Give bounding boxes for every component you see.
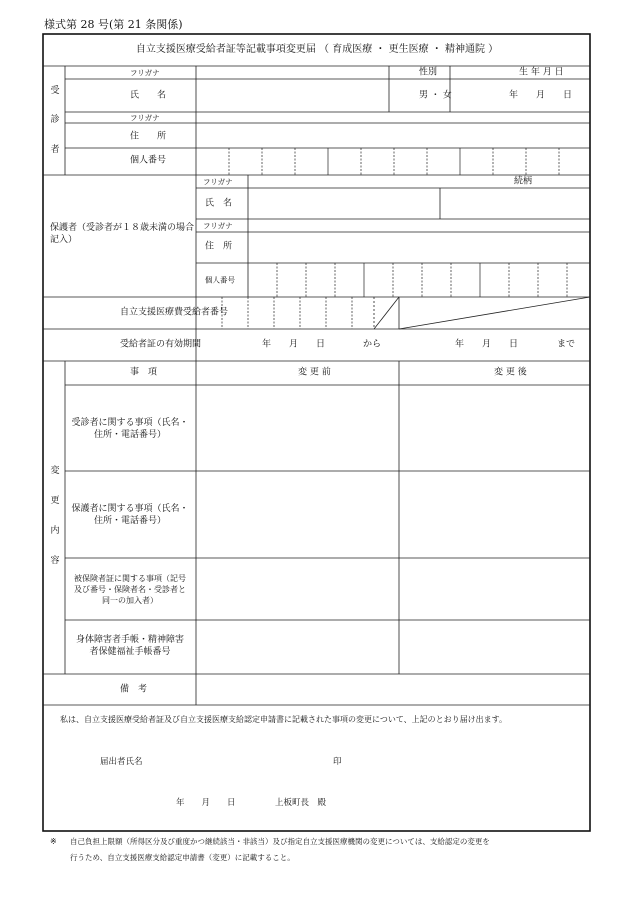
- recipient-slash: [399, 297, 590, 329]
- guardian-address-field[interactable]: [248, 233, 589, 263]
- validity-to-word: まで: [557, 339, 576, 350]
- guardian-furigana-field[interactable]: [248, 176, 440, 188]
- change-row-insurance-after[interactable]: [400, 559, 589, 620]
- patient-address-furigana-label: フリガナ: [130, 113, 160, 123]
- change-row-guardian-label: 保護者に関する事項（氏名・住所・電話番号）: [71, 503, 189, 526]
- remarks-label: 備 考: [120, 684, 148, 695]
- change-row-handbook-after[interactable]: [400, 621, 589, 674]
- changes-header-after: 変 更 後: [494, 367, 527, 378]
- change-row-insurance-label: 被保険者証に関する事項（記号及び番号・保険者名・受診者と同一の加入者）: [74, 573, 186, 605]
- patient-group-char-1: 受: [50, 86, 60, 96]
- changes-group-char-1: 変: [50, 466, 60, 476]
- guardian-address-furigana-label: フリガナ: [203, 221, 233, 231]
- changes-group-char-3: 内: [50, 526, 60, 536]
- change-row-guardian-after[interactable]: [400, 472, 589, 558]
- patient-sex-label: 性別: [419, 67, 438, 78]
- footnote-line-2: 行うため、自立支援医療支給認定申請書（変更）に記載すること。: [70, 853, 295, 862]
- patient-name-label: 氏 名: [130, 90, 167, 101]
- footnote-mark: ※: [50, 837, 57, 846]
- guardian-relation-label: 続柄: [514, 176, 533, 187]
- change-row-patient-after[interactable]: [400, 386, 589, 472]
- patient-address-field[interactable]: [196, 124, 589, 148]
- guardian-furigana-label: フリガナ: [203, 177, 233, 187]
- change-row-insurance-before[interactable]: [197, 559, 399, 620]
- footnote-line-1: 自己負担上限額（所得区分及び重度かつ継続該当・非該当）及び指定自立支援医療機関の変更については、支給認定の変更を: [70, 837, 490, 846]
- guardian-relation-field[interactable]: [441, 189, 589, 219]
- guardian-mynumber-field[interactable]: [248, 264, 589, 296]
- changes-header-before: 変 更 前: [298, 367, 331, 378]
- form-title: 自立支援医療受給者証等記載事項変更届 （ 育成医療 ・ 更生医療 ・ 精神通院 ）: [135, 44, 499, 55]
- applicant-name-field[interactable]: [150, 752, 330, 768]
- seal-mark: 印: [333, 757, 342, 767]
- patient-sex-options[interactable]: 男 ・ 女: [419, 90, 452, 101]
- guardian-mynumber-label: 個人番号: [205, 275, 235, 285]
- submission-date[interactable]: 年 月 日: [176, 798, 236, 808]
- change-row-guardian-before[interactable]: [197, 472, 399, 558]
- guardian-label: 保護者（受診者が１８歳未満の場合記入）: [50, 223, 195, 246]
- applicant-name-label: 届出者氏名: [100, 757, 143, 767]
- change-row-patient-label: 受診者に関する事項（氏名・住所・電話番号）: [71, 417, 189, 440]
- validity-to-date[interactable]: 年 月 日: [455, 339, 519, 350]
- patient-birth-date[interactable]: 年 月 日: [509, 90, 573, 101]
- patient-mynumber-field[interactable]: [196, 149, 589, 175]
- change-row-patient-before[interactable]: [197, 386, 399, 472]
- recipient-number-field[interactable]: [196, 297, 399, 329]
- form-number: 様式第 28 号(第 21 条関係): [44, 18, 183, 31]
- guardian-address-furigana-field[interactable]: [248, 220, 589, 232]
- patient-furigana-field[interactable]: [196, 67, 389, 79]
- recipient-number-label: 自立支援医療費受給者番号: [120, 307, 229, 318]
- validity-label: 受給者証の有効期間: [120, 339, 202, 350]
- patient-address-furigana-field[interactable]: [196, 113, 589, 123]
- changes-group-char-2: 更: [50, 496, 60, 506]
- validity-from-word: から: [363, 339, 382, 350]
- patient-name-field[interactable]: [196, 80, 389, 112]
- patient-group-char-3: 者: [50, 145, 60, 155]
- change-row-handbook-label: 身体障害者手帳・精神障害者保健福祉手帳番号: [75, 634, 184, 657]
- patient-furigana-label: フリガナ: [130, 68, 160, 78]
- patient-mynumber-label: 個人番号: [130, 155, 167, 166]
- remarks-field[interactable]: [197, 675, 589, 705]
- addressee: 上板町長 殿: [275, 798, 327, 808]
- patient-group-char-2: 診: [50, 115, 60, 125]
- guardian-name-label: 氏 名: [205, 198, 233, 209]
- guardian-name-field[interactable]: [248, 189, 440, 219]
- changes-group-char-4: 容: [50, 556, 60, 566]
- validity-from-date[interactable]: 年 月 日: [262, 339, 326, 350]
- declaration-text: 私は、自立支援医療受給者証及び自立支援医療支給認定申請書に記載された事項の変更について、上記のとおり届け出ます。: [60, 715, 508, 724]
- patient-address-label: 住 所: [130, 131, 167, 142]
- guardian-address-label: 住 所: [205, 241, 233, 252]
- changes-header-item: 事 項: [130, 367, 158, 378]
- patient-birth-label: 生 年 月 日: [519, 67, 564, 78]
- change-row-handbook-before[interactable]: [197, 621, 399, 674]
